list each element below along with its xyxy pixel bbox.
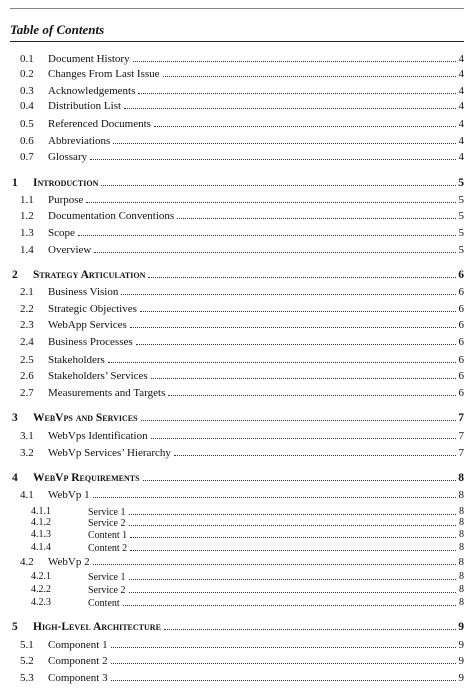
toc-entry-number: 4.1.1 <box>31 506 51 517</box>
dot-leader <box>129 570 457 580</box>
toc-entry-title: Introduction <box>33 177 99 189</box>
toc-entry-page-number: 8 <box>459 597 464 608</box>
toc-entry-number: 4.2.2 <box>31 584 51 595</box>
dot-leader <box>101 176 456 186</box>
dot-leader <box>133 52 456 62</box>
toc-entry-page-number: 4 <box>458 135 464 147</box>
toc-entry-title: WebVp 2 <box>48 556 90 568</box>
toc-entry[interactable] <box>0 335 474 349</box>
toc-entry-number: 4.1.3 <box>31 529 51 540</box>
toc-entry[interactable] <box>0 446 474 460</box>
toc-entry-page-number: 6 <box>458 354 464 366</box>
toc-entry[interactable] <box>0 528 474 542</box>
toc-entry-page-number: 8 <box>459 517 464 528</box>
toc-entry-number: 1.3 <box>20 227 34 239</box>
toc-entry-number: 4.1 <box>20 489 34 501</box>
toc-entry-number: 4 <box>12 472 18 484</box>
toc-entry-page-number: 7 <box>458 447 464 459</box>
toc-entry[interactable] <box>0 570 474 584</box>
toc-entry-number: 3.1 <box>20 430 34 442</box>
toc-entry-number: 2 <box>12 269 18 281</box>
toc-entry-page-number: 6 <box>458 303 464 315</box>
dot-leader <box>124 99 456 109</box>
toc-entry-title: Scope <box>48 227 75 239</box>
toc-entry-number: 5.3 <box>20 672 34 684</box>
dot-leader <box>129 516 457 526</box>
toc-entry[interactable] <box>0 150 474 164</box>
dot-leader <box>154 117 456 127</box>
toc-entry-number: 0.2 <box>20 68 34 80</box>
toc-entry[interactable] <box>0 209 474 223</box>
dot-leader <box>108 353 456 363</box>
toc-entry-title: Measurements and Targets <box>48 387 166 399</box>
dot-leader <box>151 369 456 379</box>
toc-entry[interactable] <box>0 99 474 113</box>
toc-entry-number: 0.3 <box>20 85 34 97</box>
toc-entry-page-number: 6 <box>458 269 464 281</box>
toc-entry[interactable] <box>0 285 474 299</box>
toc-entry-number: 2.4 <box>20 336 34 348</box>
toc-entry-title: Stakeholders <box>48 354 105 366</box>
toc-entry-title: Content 1 <box>88 530 128 541</box>
dot-leader <box>136 335 456 345</box>
toc-entry[interactable] <box>0 117 474 131</box>
toc-entry-number: 4.2.1 <box>31 571 51 582</box>
toc-entry-number: 4.2 <box>20 556 34 568</box>
toc-entry-title: Changes From Last Issue <box>48 68 160 80</box>
toc-entry-number: 3.2 <box>20 447 34 459</box>
toc-entry-page-number: 7 <box>458 412 464 424</box>
dot-leader <box>93 488 456 498</box>
toc-entry-title: Content 2 <box>88 543 128 554</box>
toc-entry-title: Component 2 <box>48 655 108 667</box>
toc-entry-page-number: 5 <box>458 227 464 239</box>
dot-leader <box>123 596 456 606</box>
toc-entry-number: 0.5 <box>20 118 34 130</box>
toc-entry-number: 2.7 <box>20 387 34 399</box>
toc-entry-page-number: 4 <box>458 151 464 163</box>
dot-leader <box>151 429 456 439</box>
toc-entry-number: 2.6 <box>20 370 34 382</box>
toc-entry-title: Documentation Conventions <box>48 210 175 222</box>
toc-entry[interactable] <box>0 193 474 207</box>
toc-entry-title: WebVps and Services <box>33 412 138 424</box>
toc-entry[interactable] <box>0 596 474 610</box>
toc-entry-page-number: 8 <box>458 489 464 501</box>
toc-entry-page-number: 8 <box>459 529 464 540</box>
toc-entry[interactable] <box>0 488 474 502</box>
toc-entry[interactable] <box>0 318 474 332</box>
toc-entry-title: WebVps Identification <box>48 430 148 442</box>
toc-entry[interactable] <box>0 411 474 425</box>
toc-entry[interactable] <box>0 620 474 634</box>
toc-entry-page-number: 9 <box>458 655 464 667</box>
toc-entry[interactable] <box>0 386 474 400</box>
dot-leader <box>111 638 456 648</box>
toc-entry-title: Service 2 <box>88 518 126 529</box>
toc-entry-page-number: 7 <box>458 430 464 442</box>
toc-entry-title: WebVp 1 <box>48 489 90 501</box>
dot-leader <box>94 243 456 253</box>
toc-entry[interactable] <box>0 268 474 282</box>
toc-entry-title: Acknowledgements <box>48 85 136 97</box>
toc-entry[interactable] <box>0 84 474 98</box>
dot-leader <box>141 411 456 421</box>
toc-entry-number: 0.1 <box>20 53 34 65</box>
toc-entry-number: 0.6 <box>20 135 34 147</box>
toc-entry[interactable] <box>0 302 474 316</box>
toc-entry-page-number: 6 <box>458 336 464 348</box>
toc-entry-number: 1.4 <box>20 244 34 256</box>
dot-leader <box>121 285 456 295</box>
dot-leader <box>168 386 456 396</box>
toc-entry-title: Business Vision <box>48 286 119 298</box>
dot-leader <box>113 134 456 144</box>
toc-entry-page-number: 6 <box>458 387 464 399</box>
toc-entry[interactable] <box>0 429 474 443</box>
toc-entry-number: 3 <box>12 412 18 424</box>
toc-entry-number: 4.2.3 <box>31 597 51 608</box>
toc-entry-number: 1.2 <box>20 210 34 222</box>
toc-entry[interactable] <box>0 638 474 652</box>
dot-leader <box>143 471 456 481</box>
toc-heading: Table of Contents <box>10 22 105 37</box>
toc-entry-number: 0.4 <box>20 100 34 112</box>
toc-entry-title: WebVp Requirements <box>33 472 140 484</box>
toc-entry[interactable] <box>0 555 474 569</box>
toc-entry-page-number: 8 <box>459 584 464 595</box>
dot-leader <box>111 654 456 664</box>
toc-entry-page-number: 5 <box>458 244 464 256</box>
toc-entry-number: 0.7 <box>20 151 34 163</box>
toc-entry-page-number: 5 <box>458 194 464 206</box>
toc-entry-title: Stakeholders’ Services <box>48 370 148 382</box>
toc-entry[interactable] <box>0 176 474 190</box>
toc-entry-page-number: 4 <box>458 68 464 80</box>
toc-entry-number: 2.5 <box>20 354 34 366</box>
toc-entry-title: Component 3 <box>48 672 108 684</box>
toc-entry-number: 4.1.4 <box>31 542 51 553</box>
dot-leader <box>130 541 456 551</box>
dot-leader <box>177 209 456 219</box>
dot-leader <box>148 268 456 278</box>
toc-entry-page-number: 6 <box>458 286 464 298</box>
toc-entry[interactable] <box>0 52 474 66</box>
dot-leader <box>138 84 456 94</box>
toc-entry-title: Business Processes <box>48 336 133 348</box>
toc-entry-number: 1 <box>12 177 18 189</box>
toc-entry[interactable] <box>0 471 474 485</box>
toc-entry-number: 2.3 <box>20 319 34 331</box>
toc-entry-page-number: 8 <box>458 472 464 484</box>
toc-entry-number: 1.1 <box>20 194 34 206</box>
toc-entry-number: 4.1.2 <box>31 517 51 528</box>
toc-entry-number: 2.1 <box>20 286 34 298</box>
dot-leader <box>140 302 456 312</box>
toc-entry[interactable] <box>0 226 474 240</box>
toc-entry-page-number: 4 <box>458 118 464 130</box>
toc-entry-title: Strategy Articulation <box>33 269 146 281</box>
toc-entry-page-number: 8 <box>458 556 464 568</box>
dot-leader <box>86 193 456 203</box>
toc-entry[interactable] <box>0 671 474 685</box>
toc-entry[interactable] <box>0 67 474 81</box>
toc-entry[interactable] <box>0 654 474 668</box>
dot-leader <box>93 555 456 565</box>
toc-entry[interactable] <box>0 353 474 367</box>
toc-entry-title: Component 1 <box>48 639 108 651</box>
toc-entry-page-number: 6 <box>458 319 464 331</box>
toc-entry-page-number: 4 <box>458 100 464 112</box>
toc-entry-page-number: 5 <box>458 177 464 189</box>
dot-leader <box>129 583 457 593</box>
toc-entry-title: Abbreviations <box>48 135 111 147</box>
toc-entry-title: Referenced Documents <box>48 118 151 130</box>
toc-entry-page-number: 4 <box>458 53 464 65</box>
toc-entry-number: 2.2 <box>20 303 34 315</box>
toc-entry-title: Purpose <box>48 194 84 206</box>
toc-entry[interactable] <box>0 541 474 555</box>
toc-entry-page-number: 6 <box>458 370 464 382</box>
dot-leader <box>130 528 456 538</box>
dot-leader <box>163 67 456 77</box>
toc-entry[interactable] <box>0 134 474 148</box>
toc-entry-title: High-Level Architecture <box>33 621 161 633</box>
toc-entry-title: Content <box>88 598 120 609</box>
toc-entry-title: Service 1 <box>88 507 126 518</box>
toc-entry-title: Document History <box>48 53 130 65</box>
dot-leader <box>130 318 456 328</box>
toc-entry-page-number: 8 <box>459 506 464 517</box>
dot-leader <box>129 505 457 515</box>
toc-entry-title: WebApp Services <box>48 319 127 331</box>
toc-entry-page-number: 5 <box>458 210 464 222</box>
toc-entry-page-number: 8 <box>459 542 464 553</box>
dot-leader <box>164 620 456 630</box>
toc-entry-number: 5.1 <box>20 639 34 651</box>
toc-entry-page-number: 9 <box>458 621 464 633</box>
toc-entry-number: 5 <box>12 621 18 633</box>
toc-entry[interactable] <box>0 243 474 257</box>
toc-entry-title: Overview <box>48 244 92 256</box>
toc-entry-title: Service 2 <box>88 585 126 596</box>
dot-leader <box>111 671 456 681</box>
toc-entry-number: 5.2 <box>20 655 34 667</box>
toc-entry[interactable] <box>0 369 474 383</box>
toc-entry-title: Strategic Objectives <box>48 303 137 315</box>
toc-entry-title: Service 1 <box>88 572 126 583</box>
dot-leader <box>174 446 456 456</box>
toc-entry-page-number: 8 <box>459 571 464 582</box>
toc-entry-title: Distribution List <box>48 100 122 112</box>
dot-leader <box>90 150 456 160</box>
toc-entry-page-number: 4 <box>458 85 464 97</box>
dot-leader <box>78 226 456 236</box>
toc-entry-title: Glossary <box>48 151 88 163</box>
toc-entry-page-number: 9 <box>458 672 464 684</box>
toc-entry-title: WebVp Services’ Hierarchy <box>48 447 171 459</box>
toc-entry[interactable] <box>0 583 474 597</box>
toc-entry-page-number: 9 <box>458 639 464 651</box>
